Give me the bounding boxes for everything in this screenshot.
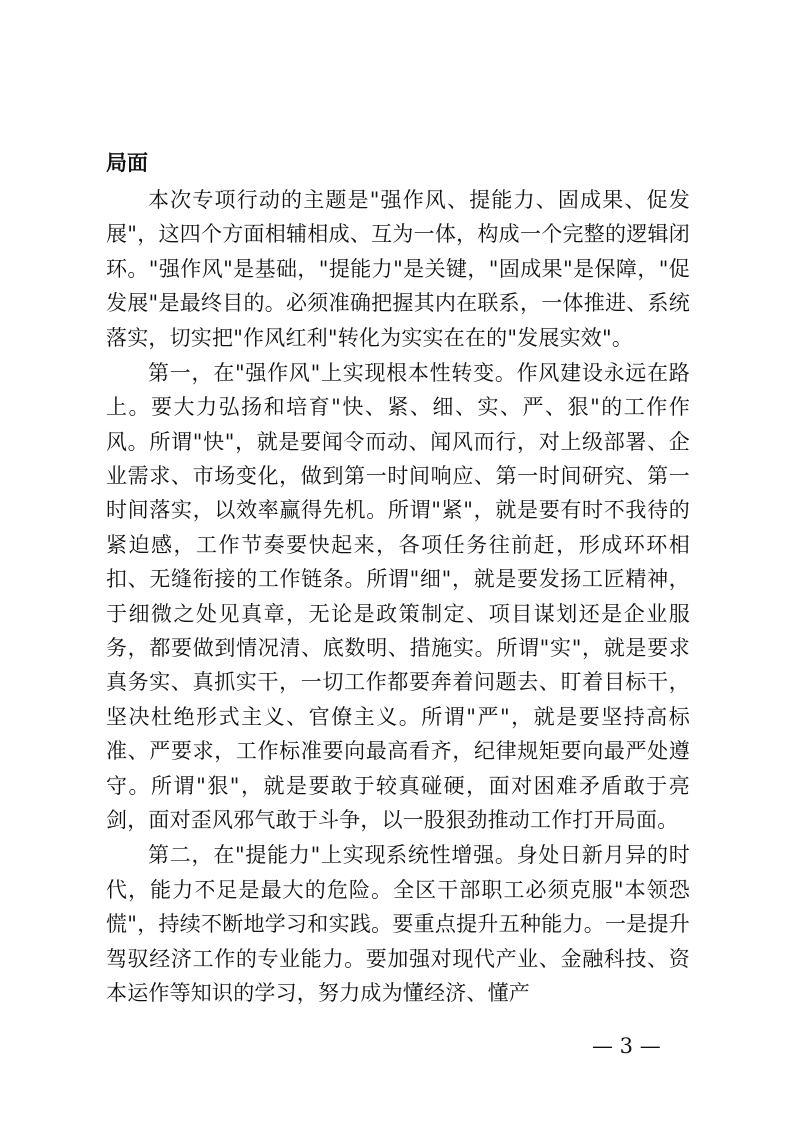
section-heading: 局面 [106, 151, 148, 175]
paragraph-first-point: 第一，在"强作风"上实现根本性转变。作风建设永远在路上。要大力弘扬和培育"快、紧、细、实、严、狠"的工作作风。所谓"快"，就是要闻令而动、闻风而行，对上级部署、企业需求、市场变化，做到第一时间响应、第一时间研究、第一时间落实，以效率赢得先机。所谓"紧"，就是要有时不我待的紧迫感，工作节奏要快起来，各项任务往前赶，形成环环相扣、无缝衔接的工作链条。所谓"细"，就是要发扬工匠精神，于细微之处见真章，无论是政策制定、项目谋划还是企业服务，都要做到情况清、底数明、措施实。所谓"实"，就是要求真务实、真抓实干，一切工作都要奔着问题去、盯着目标干，坚决杜绝形式主义、官僚主义。所谓"严"，就是要坚持高标准、严要求，工作标准要向最高看齐，纪律规矩要向最严处遵守。所谓"狠"，就是要敢于较真碰硬，面对困难矛盾敢于亮剑，面对歪风邪气敢于斗争，以一股狠劲推动工作打开局面。 [106, 360, 690, 833]
page-number: — 3 — [592, 1034, 661, 1058]
body-text [106, 183, 690, 1010]
paragraph-theme: 本次专项行动的主题是"强作风、提能力、固成果、促发展"，这四个方面相辅相成、互为一体，构成一个完整的逻辑闭环。"强作风"是基础，"提能力"是关键，"固成果"是保障，"促发展"是最终目的。必须准确把握其内在联系，一体推进、系统落实，切实把"作风红利"转化为实实在在的"发展实效"。 [106, 188, 690, 350]
paragraph-second-point: 第二，在"提能力"上实现系统性增强。身处日新月异的时代，能力不足是最大的危险。全区干部职工必须克服"本领恐慌"，持续不断地学习和实践。要重点提升五种能力。一是提升驾驭经济工作的专业能力。要加强对现代产业、金融科技、资本运作等知识的学习，努力成为懂经济、懂产 [106, 843, 690, 1005]
